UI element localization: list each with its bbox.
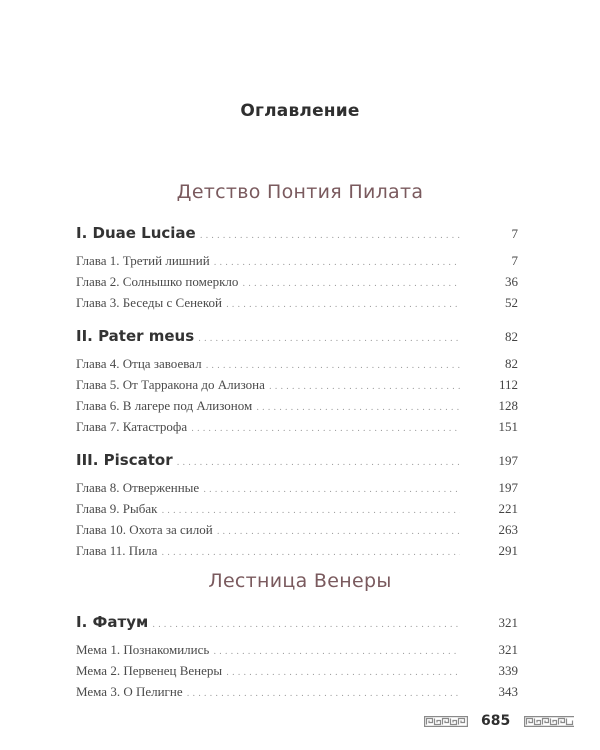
leader-dots: [256, 403, 460, 413]
leader-dots: [198, 334, 460, 344]
leader-dots: [177, 458, 460, 468]
page-ref: 321: [498, 615, 518, 630]
section-title: Лестница Венеры: [208, 570, 392, 592]
chapter-label: Глава 1. Третий лишний: [76, 253, 210, 268]
toc-part-entry[interactable]: [76, 451, 518, 469]
chapter-label: Глава 6. В лагере под Ализоном: [76, 398, 253, 413]
chapter-label: Глава 2. Солнышко померкло: [76, 274, 239, 289]
page-ref: 197: [498, 480, 518, 495]
page-ref: 7: [511, 253, 518, 268]
page-ref: 221: [498, 501, 518, 516]
greek-key-ornament-icon: [424, 716, 468, 727]
toc-chapter-entry[interactable]: [76, 356, 518, 372]
part-label: I. Фатум: [76, 613, 149, 631]
chapter-label: Глава 11. Пила: [76, 543, 158, 558]
leader-dots: [203, 485, 460, 495]
toc-chapter-entry[interactable]: [76, 295, 518, 311]
leader-dots: [161, 506, 460, 516]
leader-dots: [242, 279, 460, 289]
leader-dots: [226, 300, 460, 310]
page-ref: 7: [511, 226, 518, 241]
part-label: II. Pater meus: [76, 327, 195, 345]
toc-part-entry[interactable]: [76, 224, 518, 242]
page-title: Оглавление: [240, 101, 360, 121]
part-label: III. Piscator: [76, 451, 173, 469]
toc-chapter-entry[interactable]: [76, 663, 518, 679]
leader-dots: [213, 647, 460, 657]
leader-dots: [214, 258, 460, 268]
page-ref: 321: [498, 642, 518, 657]
page-footer: [424, 711, 574, 731]
page-ref: 82: [505, 329, 518, 344]
leader-dots: [191, 424, 460, 434]
leader-dots: [269, 382, 460, 392]
toc-chapter-entry[interactable]: [76, 419, 518, 435]
chapter-label: Глава 3. Беседы с Сенекой: [76, 295, 222, 310]
page-ref: 36: [505, 274, 518, 289]
chapter-label: Глава 5. От Тарракона до Ализона: [76, 377, 265, 392]
toc-chapter-entry[interactable]: [76, 253, 518, 269]
leader-dots: [161, 548, 460, 558]
page-ref: 52: [505, 295, 518, 310]
toc-part-entry[interactable]: [76, 327, 518, 345]
page-ref: 291: [498, 543, 518, 558]
chapter-label: Мема 1. Познакомились: [76, 642, 210, 657]
toc-chapter-entry[interactable]: [76, 642, 518, 658]
leader-dots: [226, 668, 460, 678]
page-number: 685: [481, 713, 511, 729]
page-ref: 112: [498, 377, 518, 392]
part-label: I. Duae Luciae: [76, 224, 196, 242]
leader-dots: [217, 527, 460, 537]
chapter-label: Мема 3. О Пелигне: [76, 684, 183, 699]
leader-dots: [152, 620, 460, 630]
chapter-label: Глава 8. Отверженные: [76, 480, 200, 495]
page-ref: 151: [498, 419, 518, 434]
page-ref: 263: [498, 522, 518, 537]
page-ref: 197: [498, 453, 518, 468]
chapter-label: Глава 10. Охота за силой: [76, 522, 213, 537]
toc-chapter-entry[interactable]: [76, 274, 518, 290]
toc-chapter-entry[interactable]: [76, 543, 518, 559]
leader-dots: [206, 361, 460, 371]
leader-dots: [187, 689, 460, 699]
page-ref: 82: [505, 356, 518, 371]
toc-chapter-entry[interactable]: [76, 501, 518, 517]
toc-chapter-entry[interactable]: [76, 480, 518, 496]
toc-part-entry[interactable]: [76, 613, 518, 631]
chapter-label: Мема 2. Первенец Венеры: [76, 663, 223, 678]
toc-chapter-entry[interactable]: [76, 398, 518, 414]
section-title: Детство Понтия Пилата: [176, 181, 424, 203]
greek-key-ornament-icon: [524, 716, 574, 727]
page-ref: 128: [498, 398, 518, 413]
toc-chapter-entry[interactable]: [76, 684, 518, 700]
toc-chapter-entry[interactable]: [76, 522, 518, 538]
toc-chapter-entry[interactable]: [76, 377, 518, 393]
chapter-label: Глава 4. Отца завоевал: [76, 356, 202, 371]
page-ref: 343: [498, 684, 518, 699]
leader-dots: [200, 231, 460, 241]
chapter-label: Глава 9. Рыбак: [76, 501, 158, 516]
chapter-label: Глава 7. Катастрофа: [76, 419, 188, 434]
page-ref: 339: [498, 663, 518, 678]
